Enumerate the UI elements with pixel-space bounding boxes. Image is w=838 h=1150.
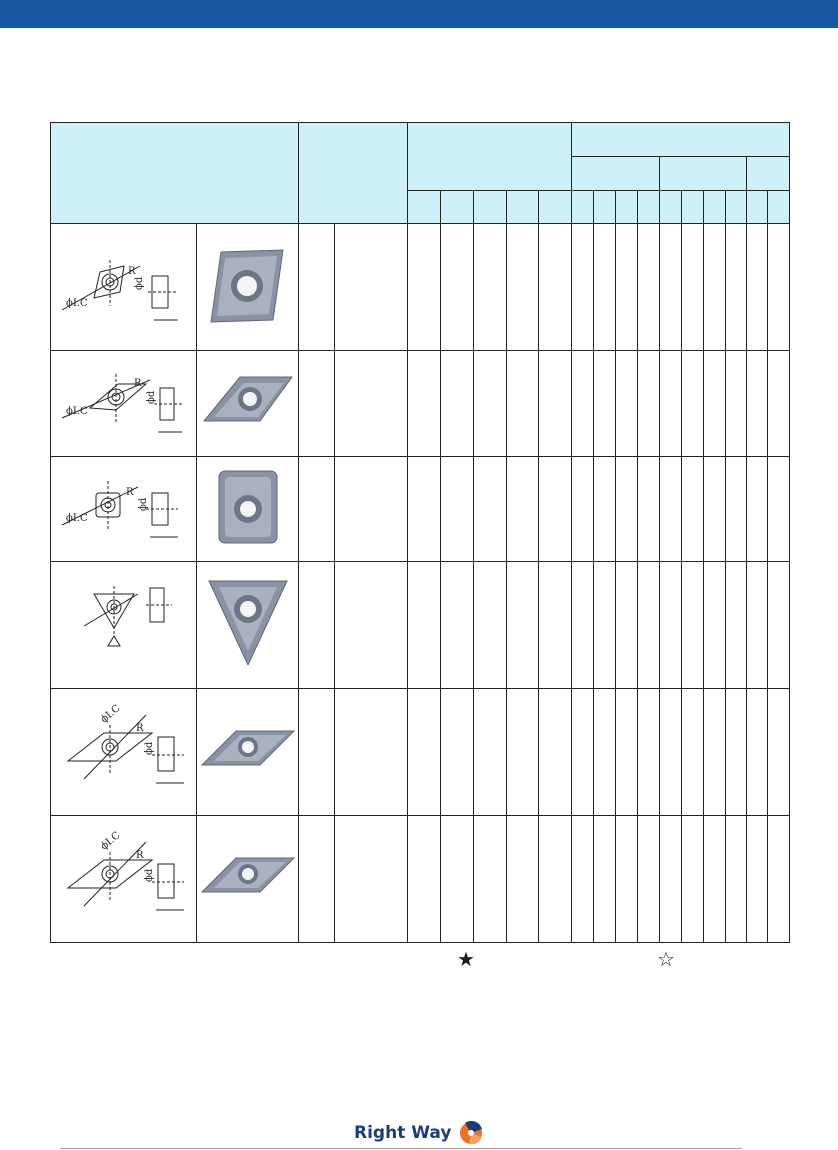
brand-name: Right Way	[354, 1123, 452, 1143]
header-grades-cell	[572, 123, 790, 157]
open-star-icon: ☆	[657, 947, 675, 971]
svg-text:R: R	[135, 849, 144, 861]
insert-spec-table	[50, 122, 790, 943]
triangle-insert-drawing-icon	[51, 562, 197, 689]
diamond-35b-insert-drawing-icon	[51, 816, 197, 943]
triangle-insert-photo-icon	[197, 562, 299, 689]
header-shape-cell	[51, 123, 299, 224]
legend-row	[0, 949, 838, 981]
svg-text:ϕI.C: ϕI.C	[98, 829, 122, 852]
header-grade-col	[638, 191, 660, 224]
table-row	[51, 351, 790, 457]
svg-text:ϕd: ϕd	[137, 497, 149, 511]
table-row	[51, 562, 790, 689]
diamond-55-insert-photo-icon	[197, 351, 299, 457]
diamond-80-insert-drawing-icon	[51, 224, 197, 351]
svg-text:R: R	[135, 722, 144, 734]
svg-text:R: R	[125, 487, 134, 498]
table-row	[51, 457, 790, 562]
svg-text:ϕd: ϕd	[145, 390, 157, 404]
svg-text:R: R	[133, 377, 142, 389]
header-dim-col	[408, 191, 441, 224]
header-grade-col	[747, 191, 768, 224]
header-dim-col	[507, 191, 539, 224]
svg-text:ϕI.C: ϕI.C	[65, 297, 88, 309]
diamond-80-insert-photo-icon	[197, 224, 299, 351]
header-grade-group-3	[747, 157, 790, 191]
diamond-35-insert-photo-icon	[197, 689, 299, 816]
header-grade-col	[660, 191, 682, 224]
header-grade-col	[726, 191, 747, 224]
header-grade-group-1	[572, 157, 660, 191]
solid-star-icon: ★	[457, 947, 475, 971]
footer-divider	[60, 1148, 742, 1149]
header-grade-group-2	[660, 157, 747, 191]
diamond-55-insert-drawing-icon	[51, 351, 197, 457]
header-dim-col	[539, 191, 572, 224]
header-dim-col	[441, 191, 474, 224]
square-insert-photo-icon	[197, 457, 299, 562]
svg-text:ϕI.C: ϕI.C	[65, 405, 88, 417]
table-row	[51, 816, 790, 943]
svg-text:ϕI.C: ϕI.C	[65, 513, 88, 524]
header-grade-col	[704, 191, 726, 224]
header-grade-col	[572, 191, 594, 224]
square-insert-drawing-icon	[51, 457, 197, 562]
svg-text:ϕd: ϕd	[143, 741, 155, 755]
table-row	[51, 224, 790, 351]
right-way-logo-icon	[457, 1120, 485, 1146]
footer-brand	[354, 1120, 485, 1146]
header-grade-col	[682, 191, 704, 224]
diamond-35b-insert-photo-icon	[197, 816, 299, 943]
svg-text:R: R	[127, 265, 136, 277]
svg-text:ϕd: ϕd	[143, 868, 155, 882]
header-dimensions-cell	[408, 123, 572, 191]
header-grade-col	[594, 191, 616, 224]
svg-text:ϕI.C: ϕI.C	[98, 702, 122, 725]
header-grade-col	[616, 191, 638, 224]
header-grade-col	[768, 191, 790, 224]
top-header-bar	[0, 0, 838, 28]
diamond-35-insert-drawing-icon	[51, 689, 197, 816]
svg-text:ϕd: ϕd	[133, 276, 145, 290]
header-dim-col	[474, 191, 507, 224]
table-row	[51, 689, 790, 816]
header-designation-cell	[299, 123, 408, 224]
